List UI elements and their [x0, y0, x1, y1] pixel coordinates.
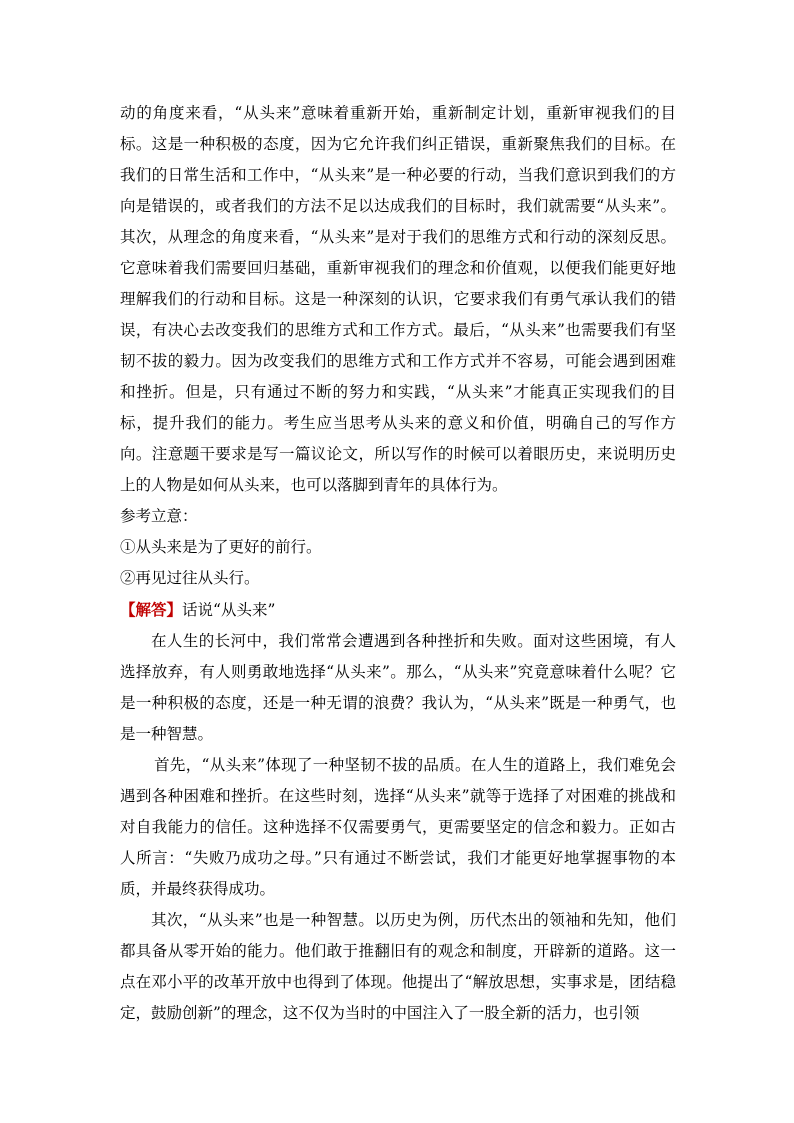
analysis-paragraph: 动的角度来看，“从头来”意味着重新开始，重新制定计划，重新审视我们的目标。这是一种积极的态度，因为它允许我们纠正错误，重新聚焦我们的目标。在我们的日常生活和工作中，“从头来”是一种必要的行动，当我们意识到我们的方向是错误的，或者我们的方法不足以达成我们的目标时，我们就需要“从头来”。其次，从理念的角度来看，“从头来”是对于我们的思维方式和行动的深刻反思。它意味着我们需要回归基础，重新审视我们的理念和价值观，以便我们能更好地理解我们的行动和目标。这是一种深刻的认识，它要求我们有勇气承认我们的错误，有决心去改变我们的思维方式和工作方式。最后，“从头来”也需要我们有坚韧不拔的毅力。因为改变我们的思维方式和工作方式并不容易，可能会遇到困难和挫折。但是，只有通过不断的努力和实践，“从头来”才能真正实现我们的目标，提升我们的能力。考生应当思考从头来的意义和价值，明确自己的写作方向。注意题干要求是写一篇议论文，所以写作的时候可以着眼历史，来说明历史上的人物是如何从头来，也可以落脚到青年的具体行为。 [120, 104, 676, 494]
essay-paragraph-2: 首先，“从头来”体现了一种坚韧不拔的品质。在人生的道路上，我们难免会遇到各种困难和挫折。在这些时刻，选择“从头来”就等于选择了对困难的挑战和对自我能力的信任。这种选择不仅需要勇气，更需要坚定的信念和毅力。正如古人所言：“失败乃成功之母。”只有通过不断尝试，我们才能更好地掌握事物的本质，并最终获得成功。 [120, 756, 676, 898]
essay-paragraph-1: 在人生的长河中，我们常常会遭遇到各种挫折和失败。面对这些困境，有人选择放弃，有人则勇敢地选择“从头来”。那么，“从头来”究竟意味着什么呢？它是一种积极的态度，还是一种无谓的浪费？我认为，“从头来”既是一种勇气，也是一种智慧。 [120, 632, 676, 743]
answer-title: 话说“从头来” [182, 601, 276, 619]
reference-point-2: ②再见过往从头行。 [120, 569, 260, 587]
document-page [120, 98, 676, 1029]
answer-tag: 【解答】 [120, 600, 183, 619]
reference-point-1: ①从头来是为了更好的前行。 [120, 538, 322, 556]
reference-heading: 参考立意： [120, 507, 198, 525]
answer-heading [120, 594, 676, 626]
essay-paragraph-3: 其次，“从头来”也是一种智慧。以历史为例，历代杰出的领袖和先知，他们都具备从零开始的能力。他们敢于推翻旧有的观念和制度，开辟新的道路。这一点在邓小平的改革开放中也得到了体现。他提出了“解放思想，实事求是，团结稳定，鼓励创新”的理念，这不仅为当时的中国注入了一股全新的活力，也引领 [120, 911, 676, 1022]
